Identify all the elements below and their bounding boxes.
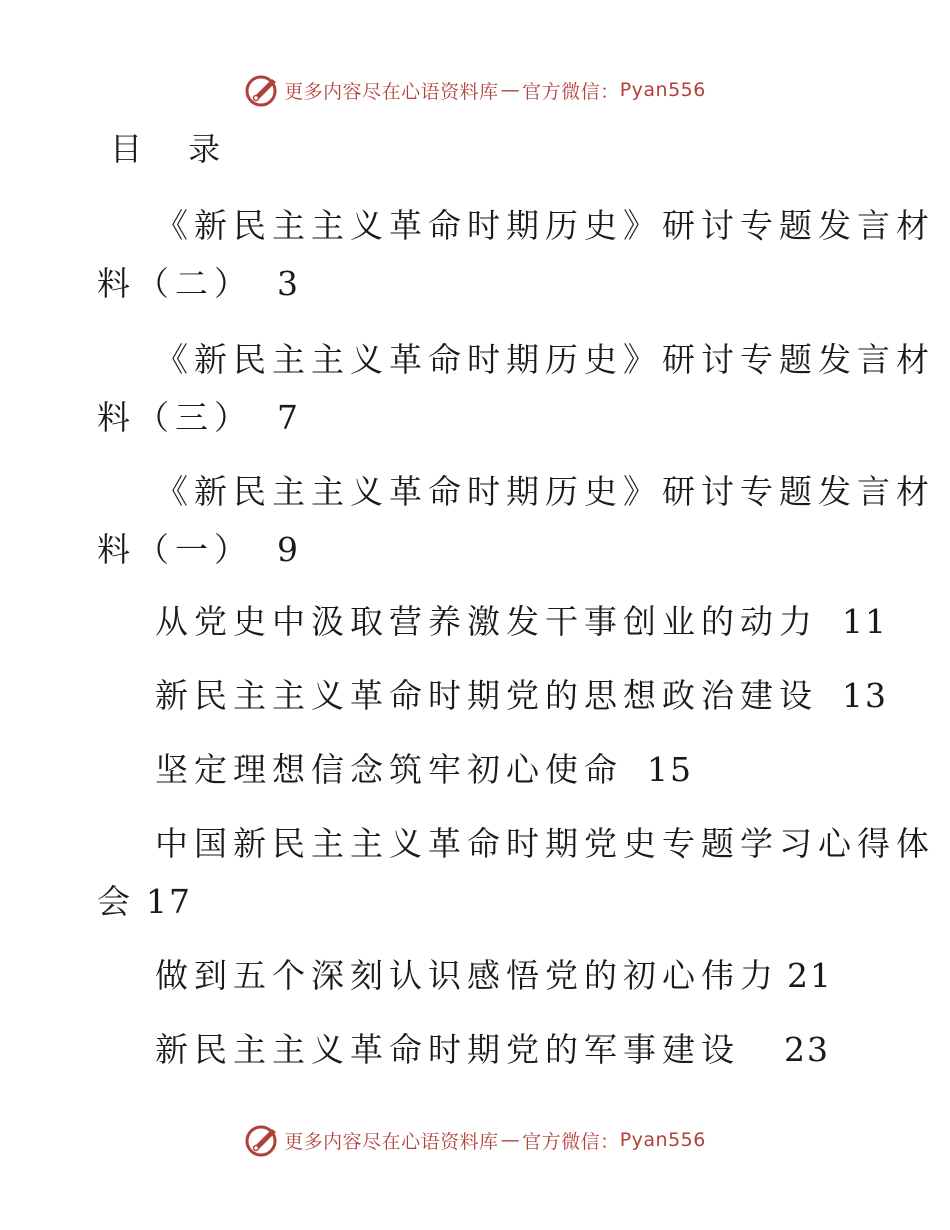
toc-entry-title-cont: 料（二） (97, 264, 253, 303)
watermark-wechat-id: Pyan556 (619, 79, 706, 101)
watermark-text: 更多内容尽在心语资料库 (284, 1130, 499, 1153)
watermark-wechat-id: Pyan556 (619, 1129, 706, 1151)
toc-entry-page: 11 (842, 602, 888, 641)
toc-entry-title: 新民主主义革命时期党的思想政治建设 (155, 676, 818, 715)
watermark-footer (0, 1120, 950, 1160)
toc-entry-title-cont: 料（一） (97, 530, 253, 569)
toc-heading: 目 录 (110, 130, 239, 168)
watermark-separator: — (500, 79, 521, 101)
toc-entry-page: 9 (277, 530, 300, 569)
toc-entry-page: 3 (277, 264, 300, 303)
toc-entry-title: 《新民主主义革命时期历史》研讨专题发言材 (155, 206, 935, 245)
toc-entry-title: 《新民主主义革命时期历史》研讨专题发言材 (155, 472, 935, 511)
watermark-header (0, 70, 950, 110)
toc-entry-page: 23 (784, 1030, 830, 1069)
toc-entry-title: 从党史中汲取营养激发干事创业的动力 (155, 602, 818, 641)
toc-entry-title-cont: 会 (97, 882, 136, 921)
toc-entry-title: 坚定理想信念筑牢初心使命 (155, 750, 623, 789)
watermark-text: 更多内容尽在心语资料库 (284, 80, 499, 103)
toc-entry-title: 《新民主主义革命时期历史》研讨专题发言材 (155, 340, 935, 379)
toc-entry-page: 21 (787, 956, 833, 995)
toc-entry-title: 新民主主义革命时期党的军事建设 (155, 1030, 740, 1069)
toc-entry-page: 17 (146, 882, 192, 921)
toc-entry-page: 13 (842, 676, 888, 715)
toc-entry-title: 中国新民主主义革命时期党史专题学习心得体 (155, 824, 935, 863)
watermark-separator: — (500, 1129, 521, 1151)
pen-logo-icon (244, 73, 280, 107)
watermark-wechat-label: 官方微信： (522, 1130, 620, 1153)
toc-entry-page: 15 (647, 750, 693, 789)
toc-entry-page: 7 (277, 398, 300, 437)
pen-logo-icon (244, 1123, 280, 1157)
watermark-wechat-label: 官方微信： (522, 80, 620, 103)
toc-entry-title-cont: 料（三） (97, 398, 253, 437)
toc-entry-title: 做到五个深刻认识感悟党的初心伟力 (155, 956, 779, 995)
